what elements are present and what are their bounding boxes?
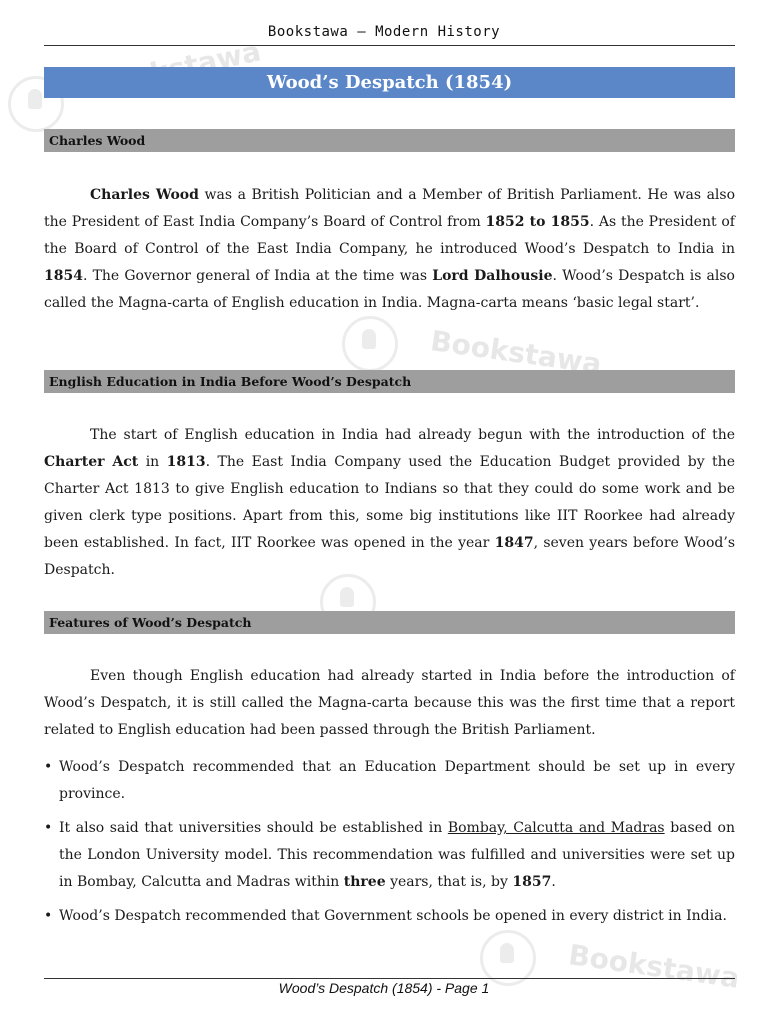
text-span: Even though English education had already started in India before the introduction of Wood’s Despatch, it is still called the Magna-carta because this was the first time that a report related to English education had been passed through the British Parliament. bbox=[44, 668, 735, 738]
text-span: . As the President of the Board of Control of the East India Company, he introduced Wood’s Despatch to India in bbox=[44, 214, 735, 257]
text-span: . Wood’s Despatch is also called the Magna-carta of English education in India. Magna-carta means ‘basic legal start’. bbox=[44, 268, 735, 311]
section-heading-before-despatch: English Education in India Before Wood’s Despatch bbox=[44, 370, 735, 393]
text-span: It also said that universities should be established in bbox=[59, 820, 448, 836]
watermark-text: Bookstawa bbox=[428, 324, 604, 381]
text-span: years, that is, by bbox=[385, 874, 513, 890]
text-span: , seven years before Wood’s Despatch. bbox=[44, 535, 736, 578]
term-year: 1813 bbox=[166, 454, 206, 470]
text-span: . The East India Company used the Education Budget provided by the Charter Act 1813 to give English education to Indians so that they could do some work and be given clerk type positions. Apart from this, some big institutions like IIT Roorkee had already been established. In fact, IIT Roorkee was opened in the year bbox=[44, 454, 735, 551]
section-heading-charles-wood: Charles Wood bbox=[44, 129, 735, 152]
term-charles-wood: Charles Wood bbox=[90, 187, 199, 203]
term-lord-dalhousie: Lord Dalhousie bbox=[432, 268, 553, 284]
text-span: Wood’s Despatch recommended that an Education Department should be set up in every province. bbox=[59, 759, 735, 802]
header-rule bbox=[44, 45, 735, 46]
section-heading-features: Features of Wood’s Despatch bbox=[44, 611, 735, 634]
page-footer: Wood’s Despatch (1854) - Page 1 bbox=[278, 980, 490, 996]
text-span: was a British Politician and a Member of British Parliament. He was also the President of East India Company’s Board of Control from bbox=[44, 187, 736, 230]
text-span: based on the London University model. This recommendation was fulfilled and universities were set up in Bombay, Calcutta and Madras within bbox=[59, 820, 735, 890]
term-charter-act: Charter Act bbox=[44, 454, 139, 470]
paragraph-charles-wood bbox=[44, 182, 735, 317]
running-header: Bookstawa – Modern History bbox=[267, 24, 501, 40]
text-span: The start of English education in India had already begun with the introduction of the bbox=[90, 427, 735, 443]
text-span: . bbox=[551, 874, 556, 890]
features-list bbox=[44, 754, 735, 937]
paragraph-features-intro bbox=[44, 663, 735, 744]
watermark-text: Bookstawa bbox=[566, 938, 742, 995]
text-span: . The Governor general of India at the time was bbox=[82, 268, 433, 284]
term-year: 1854 bbox=[44, 268, 83, 284]
underlined-cities: Bombay, Calcutta and Madras bbox=[447, 820, 665, 836]
document-title: Wood’s Despatch (1854) bbox=[44, 67, 735, 98]
footer-rule bbox=[44, 978, 735, 979]
text-span: Wood’s Despatch recommended that Government schools be opened in every district in India. bbox=[59, 908, 727, 924]
list-item bbox=[44, 815, 735, 896]
term-year: 1847 bbox=[494, 535, 534, 551]
paragraph-before-despatch bbox=[44, 422, 735, 584]
list-item bbox=[44, 903, 735, 930]
term-three: three bbox=[343, 874, 386, 890]
term-years: 1852 to 1855 bbox=[485, 214, 590, 230]
list-item bbox=[44, 754, 735, 808]
watermark-stamp-icon bbox=[342, 316, 398, 372]
term-year: 1857 bbox=[512, 874, 552, 890]
text-span: in bbox=[138, 454, 167, 470]
